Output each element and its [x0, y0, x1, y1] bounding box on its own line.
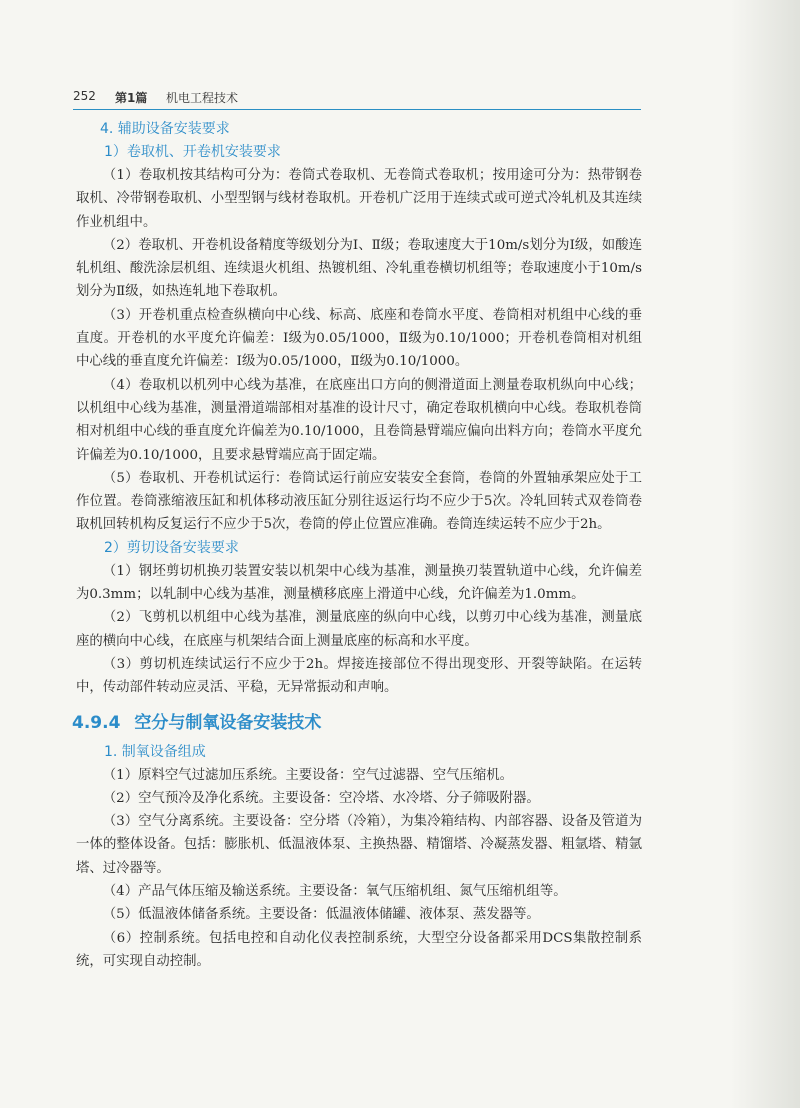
paragraph: （3）开卷机重点检查纵横向中心线、标高、底座和卷筒水平度、卷筒相对机组中心线的垂直度。开卷机的水平度允许偏差：Ⅰ级为0.05/1000，Ⅱ级为0.10/1000；开卷机卷筒相对机组中心线的垂直度允许偏差：Ⅰ级为0.05/1000，Ⅱ级为0.10/1000。 [76, 307, 642, 370]
header-title: 机电工程技术 [166, 91, 239, 105]
paragraph: （1）钢坯剪切机换刃装置安装以机架中心线为基准，测量换刃装置轨道中心线，允许偏差为0.3mm；以轧制中心线为基准，测量横移底座上滑道中心线，允许偏差为1.0mm。 [76, 563, 642, 603]
paragraph: （2）飞剪机以机组中心线为基准，测量底座的纵向中心线，以剪刃中心线为基准，测量底座的横向中心线，在底座与机架结合面上测量底座的标高和水平度。 [76, 610, 642, 649]
paragraph: （2）卷取机、开卷机设备精度等级划分为Ⅰ、Ⅱ级；卷取速度大于10m/s划分为Ⅰ级，如酸连轧机组、酸洗涂层机组、连续退火机组、热镀机组、冷轧重卷横切机组等；卷取速度小于10m/s划分为Ⅱ级，如热连轧地下卷取机。 [76, 237, 642, 300]
section-heading: 4. 辅助设备安装要求 [100, 121, 230, 137]
paragraph: （5）低温液体储备系统。主要设备：低温液体储罐、液体泵、蒸发器等。 [102, 907, 540, 923]
paragraph: （1）卷取机按其结构可分为：卷筒式卷取机、无卷筒式卷取机；按用途可分为：热带钢卷取机、冷带钢卷取机、小型型钢与线材卷取机。开卷机广泛用于连续式或可逆式冷轧机及其连续作业机组中。 [76, 168, 642, 230]
page-edge-shadow [730, 0, 800, 1108]
section-title-text: 空分与制氧设备安装技术 [134, 712, 322, 733]
subsection-heading: 1. 制氧设备组成 [104, 743, 206, 760]
paragraph: （3）剪切机连续试运行不应少于2h。焊接连接部位不得出现变形、开裂等缺陷。在运转中，传动部件转动应灵活、平稳，无异常振动和声响。 [76, 656, 642, 696]
page-number: 252 [73, 89, 96, 103]
paragraph: （5）卷取机、开卷机试运行：卷筒试运行前应安装安全套筒，卷筒的外置轴承架应处于工作位置。卷筒涨缩液压缸和机体移动液压缸分别往返运行均不应少于5次。冷轧回转式双卷筒卷取机回转机构反复运行不应少于5次，卷筒的停止位置应准确。卷筒连续运转不应少于2h。 [76, 470, 642, 533]
paragraph: （2）空气预冷及净化系统。主要设备：空冷塔、水冷塔、分子筛吸附器。 [102, 790, 540, 806]
paragraph: （6）控制系统。包括电控和自动化仪表控制系统，大型空分设备都采用DCS集散控制系统，可实现自动控制。 [76, 930, 642, 969]
paragraph: （3）空气分离系统。主要设备：空分塔（冷箱），为集冷箱结构、内部容器、设备及管道为一体的整体设备。包括：膨胀机、低温液体泵、主换热器、精馏塔、冷凝蒸发器、粗氩塔、精氩塔、过冷器等。 [76, 814, 642, 876]
part-label: 第1篇 [115, 91, 148, 105]
section-number: 4.9.4 [72, 712, 121, 733]
paragraph: （1）原料空气过滤加压系统。主要设备：空气过滤器、空气压缩机。 [102, 767, 514, 783]
paragraph: （4）卷取机以机列中心线为基准，在底座出口方向的侧滑道面上测量卷取机纵向中心线；以机组中心线为基准，测量滑道端部相对基准的设计尺寸，确定卷取机横向中心线。卷取机卷筒相对机组中心线的垂直度允许偏差为0.10/1000，且卷筒悬臂端应偏向出料方向；卷筒水平度允许偏差为0.10/1000，且要求悬臂端应高于固定端。 [76, 377, 642, 463]
main-content [72, 118, 642, 973]
paragraph: （4）产品气体压缩及输送系统。主要设备：氧气压缩机组、氮气压缩机组等。 [102, 884, 567, 900]
subsection-heading: 2）剪切设备安装要求 [104, 539, 239, 556]
section-title [72, 711, 642, 735]
header-rule [73, 109, 641, 110]
subsection-heading: 1）卷取机、开卷机安装要求 [104, 144, 281, 160]
